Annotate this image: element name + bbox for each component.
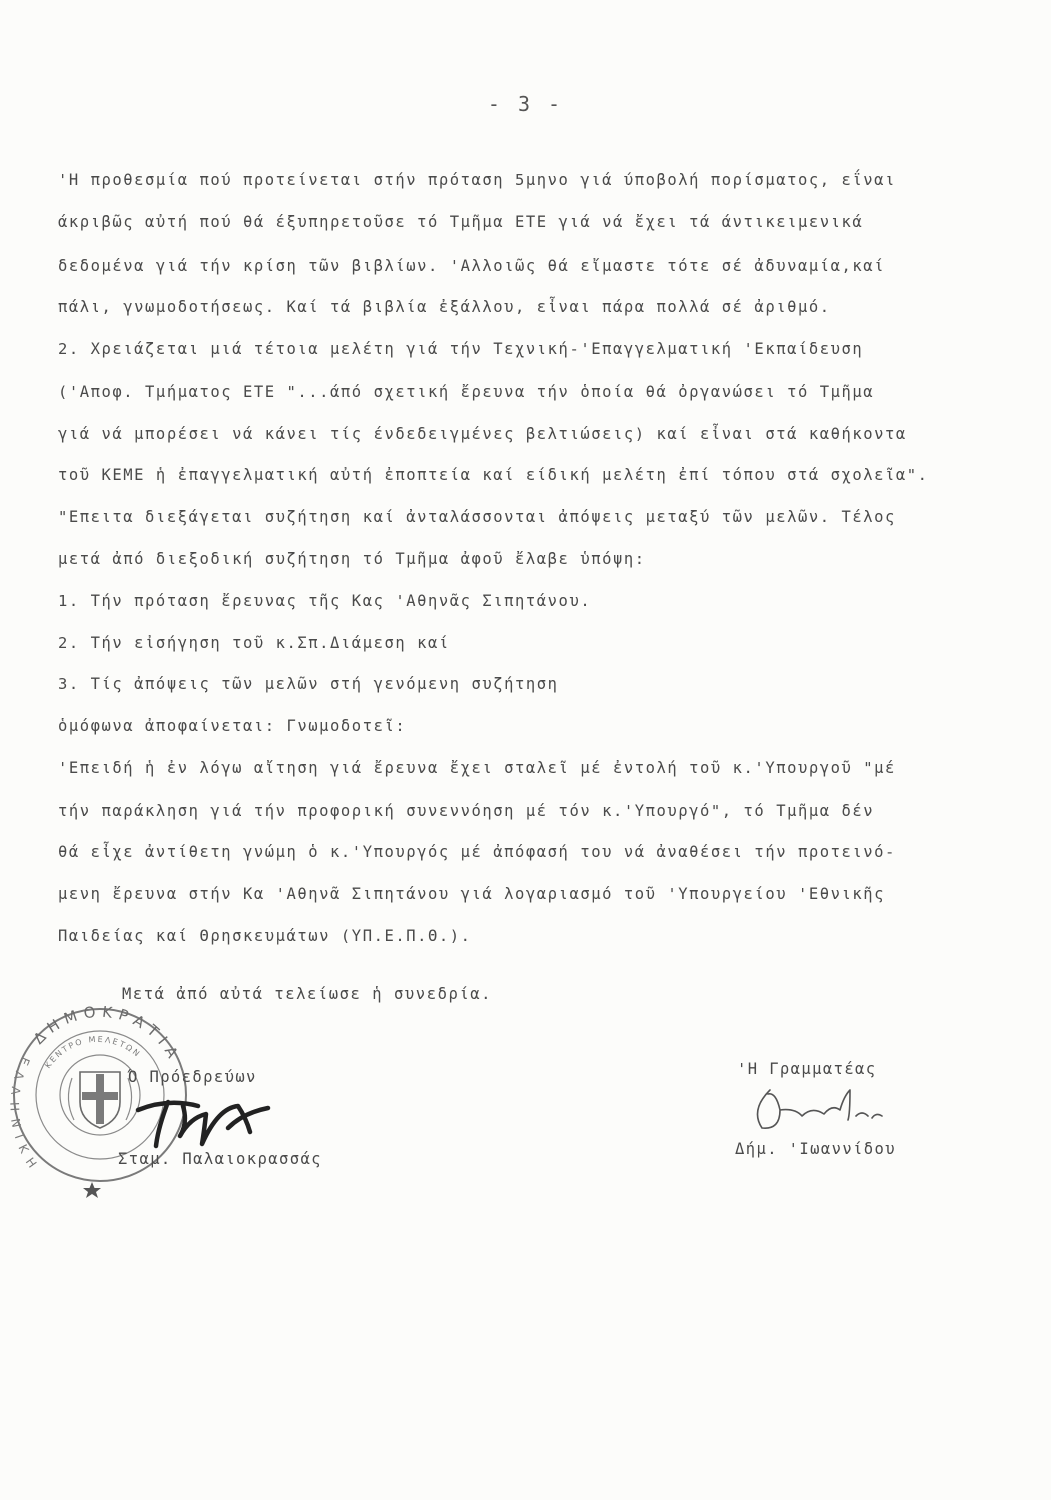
text-line: πάλι, γνωμοδοτήσεως. Καί τά βιβλία ἐξάλλου, εἶναι πάρα πολλά σέ ἀριθμό. xyxy=(58,298,831,316)
svg-text:ΚΕΝΤΡΟ ΜΕΛΕΤΩΝ xyxy=(43,1035,142,1070)
text-line: Παιδείας καί Θρησκευμάτων (ΥΠ.Ε.Π.Θ.). xyxy=(58,927,472,945)
text-line: μετά ἀπό διεξοδική συζήτηση τό Τμῆμα ἀφοῦ ἔλαβε ὑπόψη: xyxy=(58,550,646,568)
text-line: 1. Τήν πρόταση ἔρευνας τῆς Κας 'Αθηνᾶς Σιπητάνου. xyxy=(58,592,592,610)
text-line: τήν παράκληση γιά τήν προφορική συνεννόηση μέ τόν κ.'Υπουργό", τό Τμῆμα δέν xyxy=(58,802,875,820)
closing-sentence: Μετά ἀπό αὐτά τελείωσε ἡ συνεδρία. xyxy=(122,985,492,1003)
chair-name: Σταμ. Παλαιοκρασσάς xyxy=(118,1150,322,1168)
text-line: θά εἶχε ἀντίθετη γνώμη ὁ κ.'Υπουργός μέ ἀπόφασή του νά ἀναθέσει τήν προτεινό- xyxy=(58,843,896,861)
coat-of-arms-icon xyxy=(68,1072,131,1128)
secretary-signature xyxy=(740,1080,890,1140)
text-line: 3. Τίς ἀπόψεις τῶν μελῶν στή γενόμενη συζήτηση xyxy=(58,675,559,693)
text-line: ὁμόφωνα ἀποφαίνεται: Γνωμοδοτεῖ: xyxy=(58,717,407,735)
text-line: "Επειτα διεξάγεται συζήτηση καί ἀνταλάσσονται ἀπόψεις μεταξύ τῶν μελῶν. Τέλος xyxy=(58,508,896,526)
chair-title: Ό Πρόεδρεύων xyxy=(128,1068,257,1086)
text-line: 'Η προθεσμία πού προτείνεται στήν πρόταση 5μηνο γιά ύποβολή πορίσματος, εΐναι xyxy=(58,171,896,189)
svg-text:ΕΛΛΗΝΙΚΗ xyxy=(7,1055,44,1177)
secretary-title: 'Η Γραμματέας xyxy=(737,1060,877,1078)
text-line: γιά νά μπορέσει νά κάνει τίς ένδεδειγμένες βελτιώσεις) καί εἶναι στά καθήκοντα xyxy=(58,425,907,443)
stamp-inner-text: ΚΕΝΤΡΟ ΜΕΛΕΤΩΝ xyxy=(43,1034,143,1071)
text-line: άκριβῶς αὐτή πού θά έξυπηρετοῦσε τό Τμῆμα ΕΤΕ γιά νά ἔχει τά άντικειμενικά xyxy=(58,213,864,231)
text-line: μενη ἔρευνα στήν Κα 'Αθηνᾶ Σιπητάνου γιά λογαριασμό τοῦ 'Υπουργείου 'Εθνικῆς xyxy=(58,885,886,903)
text-line: τοῦ ΚΕΜΕ ἡ ἐπαγγελματική αὐτή ἐποπτεία καί είδική μελέτη ἐπί τόπου στά σχολεῖα". xyxy=(58,466,929,484)
text-line: 2. Τήν εἰσήγηση τοῦ κ.Σπ.Διάμεση καί xyxy=(58,634,450,652)
page-number: - 3 - xyxy=(487,92,564,116)
text-line: δεδομένα γιά τήν κρίση τῶν βιβλίων. 'Αλλοιῶς θά εἴμαστε τότε σέ ἀδυναμία,καί xyxy=(58,257,886,275)
text-line: ('Αποφ. Τμήματος ΕΤΕ "...άπό σχετική ἔρευνα τήν ὁποία θά ὀργανώσει τό Τμῆμα xyxy=(58,383,875,401)
star-icon xyxy=(83,1182,101,1198)
stamp-top-text: ΔΗΜΟΚΡΑΤΙΑ xyxy=(29,1002,185,1067)
secretary-name: Δήμ. 'Ιωαννίδου xyxy=(735,1140,896,1158)
text-line: 'Επειδή ἡ ἐν λόγω αἴτηση γιά ἔρευνα ἔχει σταλεῖ μέ ἐντολή τοῦ κ.'Υπουργοῦ "μέ xyxy=(58,759,896,777)
text-line: 2. Χρειάζεται μιά τέτοια μελέτη γιά τήν Τεχνική-'Επαγγελματική 'Εκπαίδευση xyxy=(58,340,864,358)
stamp-side-text: ΕΛΛΗΝΙΚΗ xyxy=(7,1054,45,1177)
chair-signature xyxy=(128,1088,278,1158)
